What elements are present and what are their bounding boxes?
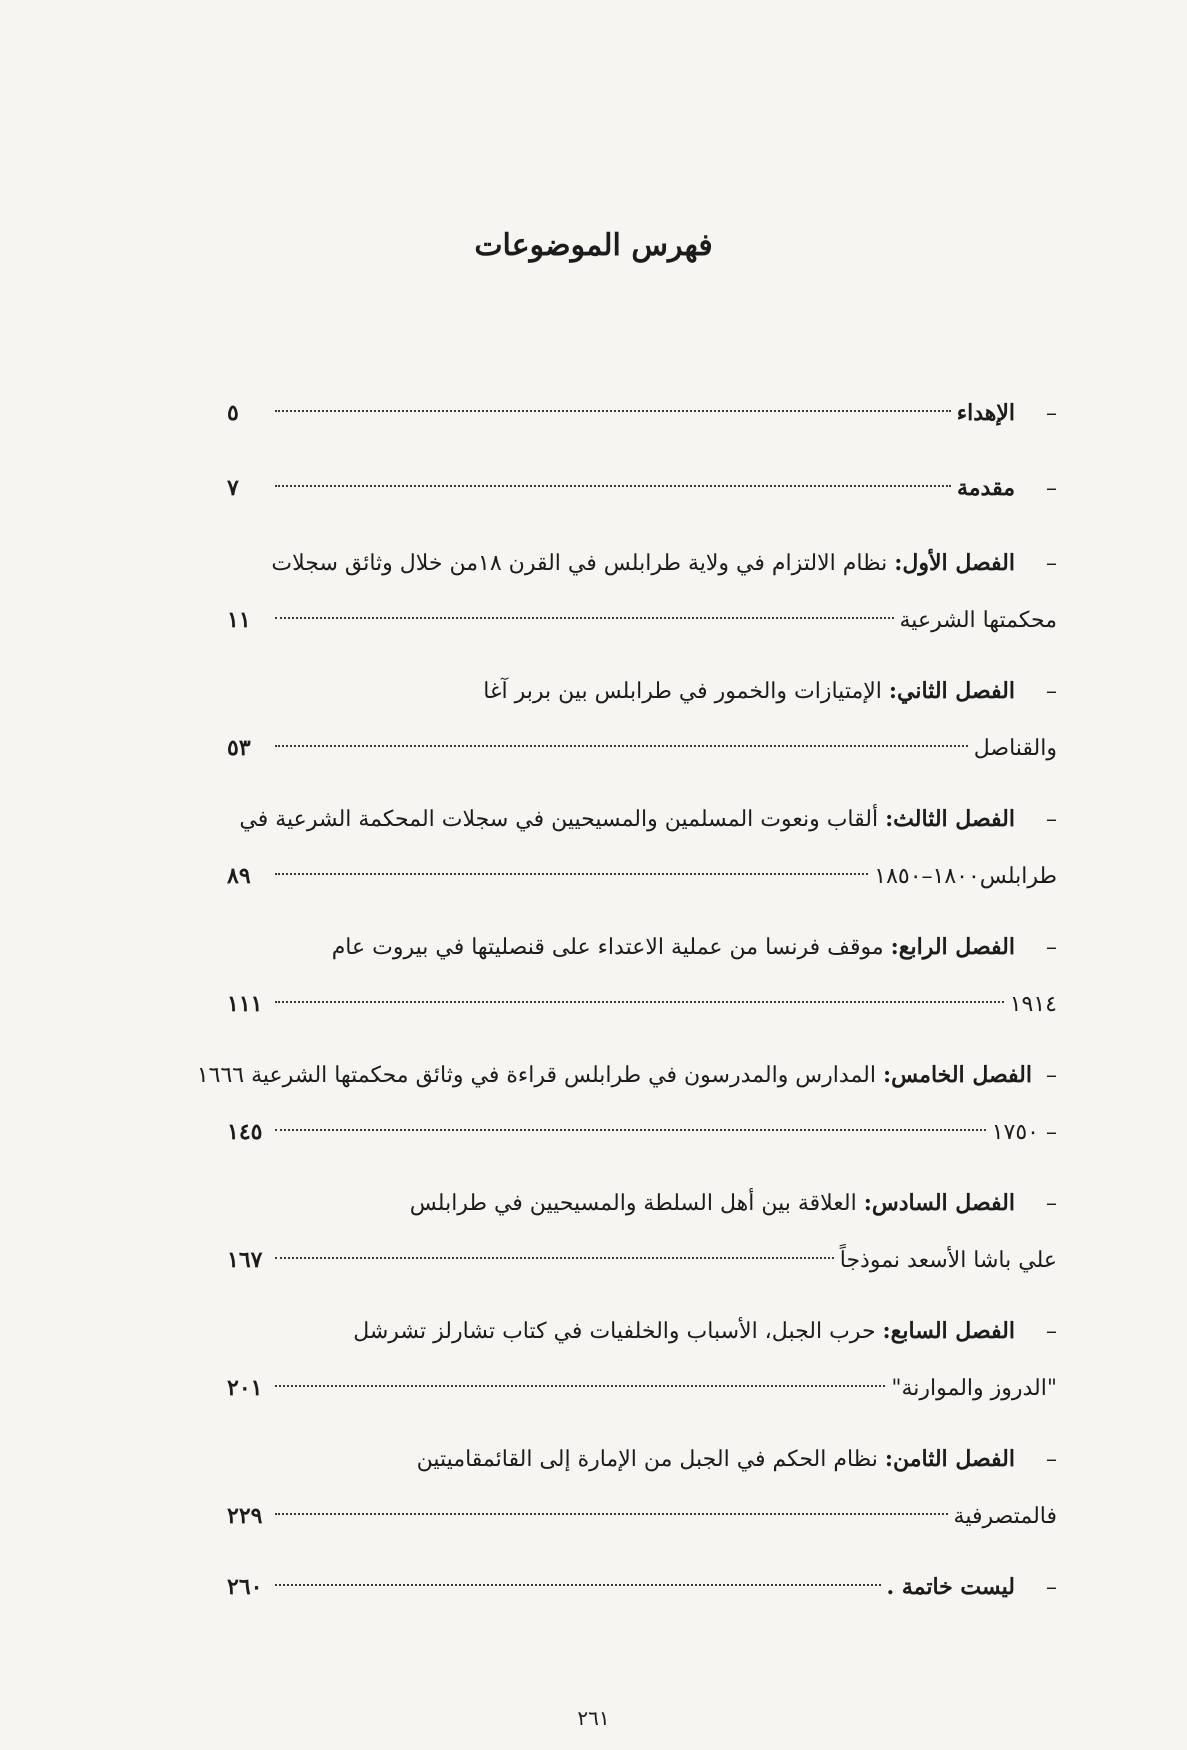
entry-title-continued: "الدروز والموارنة": [891, 1376, 1057, 1401]
dot-leader: [275, 1257, 834, 1259]
dot-leader: [275, 1584, 881, 1586]
entry-title: حرب الجبل، الأسباب والخلفيات في كتاب تشارلز تشرشل: [353, 1319, 876, 1344]
dot-leader: [275, 745, 968, 747]
dot-leader: [275, 485, 951, 487]
entry-title: الإمتيازات والخمور في طرابلس بين بربر آغا: [483, 679, 882, 704]
entry-page-number: ١٤٥: [227, 1119, 263, 1145]
entry-page-number: ١١١: [227, 991, 263, 1017]
entry-title: المدارس والمدرسون في طرابلس قراءة في وثائق محكمتها الشرعية ١٦٦٦: [196, 1063, 876, 1088]
entry-label: الفصل الأول:: [894, 550, 1015, 576]
entry-label: الفصل الخامس:: [882, 1062, 1032, 1088]
dot-leader: [275, 1513, 948, 1515]
entry-label: ليست خاتمة .: [886, 1574, 1015, 1600]
dot-leader: [275, 873, 868, 875]
entry-title: نظام الحكم في الجبل من الإمارة إلى القائمقاميتين: [416, 1447, 878, 1472]
entry-dash: –: [1046, 551, 1057, 576]
toc-entry-chapter-7: [227, 1303, 1057, 1417]
entry-dash: –: [1046, 679, 1057, 704]
entry-page-number: ٧: [227, 475, 239, 501]
entry-page-number: ٢٠١: [227, 1375, 263, 1401]
entry-dash: –: [1046, 1447, 1057, 1472]
table-of-contents: [196, 385, 1057, 1634]
page-number: ٢٦١: [577, 1706, 610, 1730]
entry-page-number: ٥٣: [227, 735, 251, 761]
entry-dash: –: [1046, 1063, 1057, 1088]
entry-label: الفصل الرابع:: [890, 934, 1015, 960]
toc-entry-chapter-4: [227, 919, 1057, 1033]
entry-dash: –: [1046, 807, 1057, 832]
entry-label: الفصل الثاني:: [888, 678, 1015, 704]
entry-page-number: ٢٦٠: [227, 1574, 263, 1600]
entry-title: العلاقة بين أهل السلطة والمسيحيين في طرابلس: [409, 1191, 857, 1216]
entry-dash: –: [1046, 935, 1057, 960]
dot-leader: [275, 1001, 1004, 1003]
dot-leader: [275, 1385, 885, 1387]
entry-title-continued: ١٩١٤: [1009, 992, 1057, 1017]
entry-label: الفصل السابع:: [882, 1318, 1015, 1344]
toc-entry-dedication: [227, 385, 1057, 442]
entry-page-number: ٥: [227, 400, 239, 426]
toc-entry-not-a-conclusion: [227, 1559, 1057, 1616]
toc-entry-chapter-8: [227, 1431, 1057, 1545]
entry-dash: –: [1046, 1575, 1057, 1600]
dot-leader: [275, 410, 951, 412]
dot-leader: [275, 617, 894, 619]
entry-title: ألقاب ونعوت المسلمين والمسيحيين في سجلات المحكمة الشرعية في: [239, 807, 879, 832]
entry-page-number: ٨٩: [227, 863, 251, 889]
entry-title-continued: فالمتصرفية: [953, 1504, 1057, 1529]
entry-title: موقف فرنسا من عملية الاعتداء على قنصليتها في بيروت عام: [331, 935, 884, 960]
entry-title-continued: – ١٧٥٠: [991, 1120, 1057, 1145]
toc-entry-chapter-1: [227, 535, 1057, 649]
toc-entry-chapter-3: [227, 791, 1057, 905]
entry-title: نظام الالتزام في ولاية طرابلس في القرن ١٨من خلال وثائق سجلات: [271, 551, 888, 576]
entry-label: مقدمة: [956, 475, 1015, 501]
toc-entry-chapter-2: [227, 663, 1057, 777]
entry-title-continued: طرابلس١٨٠٠–١٨٥٠: [874, 864, 1057, 889]
entry-page-number: ١١: [227, 607, 251, 633]
entry-page-number: ٢٢٩: [227, 1503, 263, 1529]
entry-dash: –: [1046, 1319, 1057, 1344]
entry-label: الإهداء: [956, 400, 1015, 426]
toc-entry-chapter-5: [196, 1047, 1057, 1161]
dot-leader: [275, 1129, 986, 1131]
entry-dash: –: [1046, 401, 1057, 426]
entry-title-continued: والقناصل: [973, 736, 1057, 761]
entry-dash: –: [1046, 476, 1057, 501]
entry-label: الفصل السادس:: [863, 1190, 1015, 1216]
page-title: فهرس الموضوعات: [474, 228, 713, 263]
toc-entry-introduction: [227, 460, 1057, 517]
entry-title-continued: علي باشا الأسعد نموذجاً: [839, 1248, 1057, 1273]
entry-label: الفصل الثامن:: [884, 1446, 1015, 1472]
entry-dash: –: [1046, 1191, 1057, 1216]
toc-entry-chapter-6: [227, 1175, 1057, 1289]
entry-page-number: ١٦٧: [227, 1247, 263, 1273]
entry-label: الفصل الثالث:: [885, 806, 1015, 832]
entry-title-continued: محكمتها الشرعية: [899, 608, 1057, 633]
